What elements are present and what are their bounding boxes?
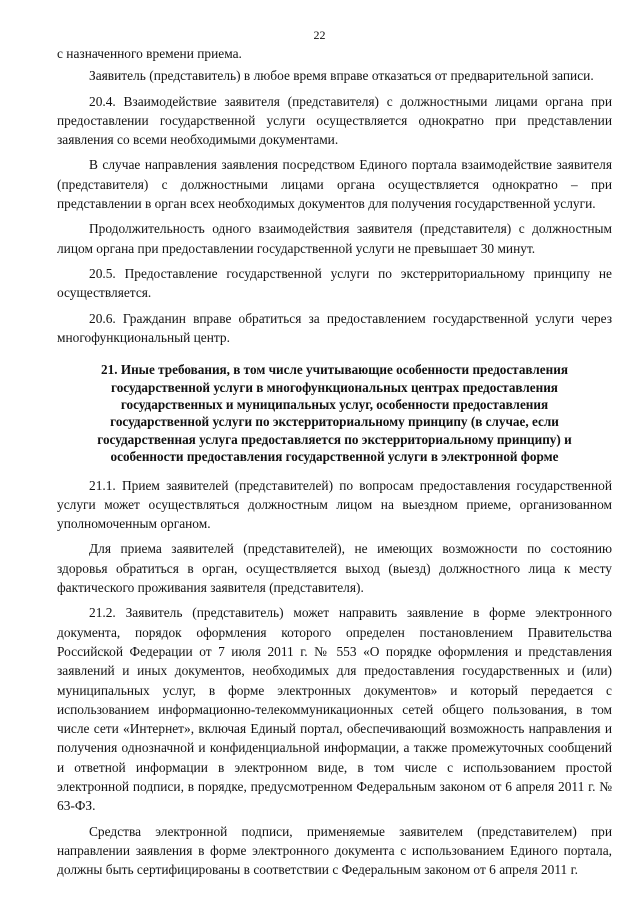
document-body [57, 44, 612, 886]
paragraph-appointment-time: с назначенного времени приема. [57, 46, 242, 61]
paragraph-20-6: 20.6. Гражданин вправе обратиться за предоставлением государственной услуги через многофункциональный центр. [57, 310, 612, 345]
paragraph-21-2: 21.2. Заявитель (представитель) может направить заявление в форме электронного документа, порядок оформления которого определен постановлением Правительства Российской Федерации от 7 июля 2011 г. № 553 «О порядке оформления и представления заявлений и иных документов, необходимых для предоставления государственных и (или) муниципальных услуг, в форме электронных документов» и который передается с использованием информационно-телекоммуникационных сетей общего пользования, в том числе сети «Интернет», включая Единый портал, обеспечивающий возможность направления и получения однозначной и конфиденциальной информации, а также промежуточных сообщений и ответной информации в электронном виде, в том числе с использованием простой электронной подписи, в порядке, предусмотренном Федеральным законом от 6 апреля 2011 г. № 63-ФЗ. [57, 605, 612, 814]
paragraph-portal-interaction: В случае направления заявления посредством Единого портала взаимодействие заявителя (представителя) с должностными лицами органа осуществляется однократно – при представлении в орган всех необходимых документов для получения государственной услуги. [57, 157, 612, 212]
paragraph-home-visit: Для приема заявителей (представителей), не имеющих возможности по состоянию здоровья обратиться в орган, осуществляется выход (выезд) должностного лица к месту фактического проживания заявителя (представителя). [57, 541, 612, 596]
page-number: 22 [313, 28, 326, 42]
paragraph-21-1: 21.1. Прием заявителей (представителей) по вопросам предоставления государственной услуги может осуществляться должностным лицом на выездном приеме, организованном уполномоченным органом. [57, 477, 612, 532]
paragraph-cancel-record: Заявитель (представитель) в любое время вправе отказаться от предварительной записи. [89, 68, 594, 84]
paragraph-e-signature: Средства электронной подписи, применяемые заявителем (представителем) при направлении заявления в форме электронного документа с использованием Единого портала, должны быть сертифицированы в соответствии с Федеральным законом от 6 апреля 2011 г. [57, 823, 612, 878]
paragraph-20-4: 20.4. Взаимодействие заявителя (представителя) с должностными лицами органа при предоставлении государственной услуги осуществляется однократно при представлении заявления со всеми необходимыми документами. [57, 93, 612, 148]
paragraph-duration: Продолжительность одного взаимодействия заявителя (представителя) с должностным лицом органа при предоставлении государственной услуги не превышает 30 минут. [57, 221, 612, 256]
paragraph-20-5: 20.5. Предоставление государственной услуги по экстерриториальному принципу не осуществляется. [57, 265, 612, 301]
section-heading-21: 21. Иные требования, в том числе учитывающие особенности предоставления государственной услуги в многофункциональных центрах предоставления государственных и муниципальных услуг, особенности предоставления государственной услуги по экстерриториальному принципу (в случае, если государственная услуга предоставляется по экстерриториальному принципу) и особенности предоставления государственной услуги в электронной форме [97, 362, 572, 465]
